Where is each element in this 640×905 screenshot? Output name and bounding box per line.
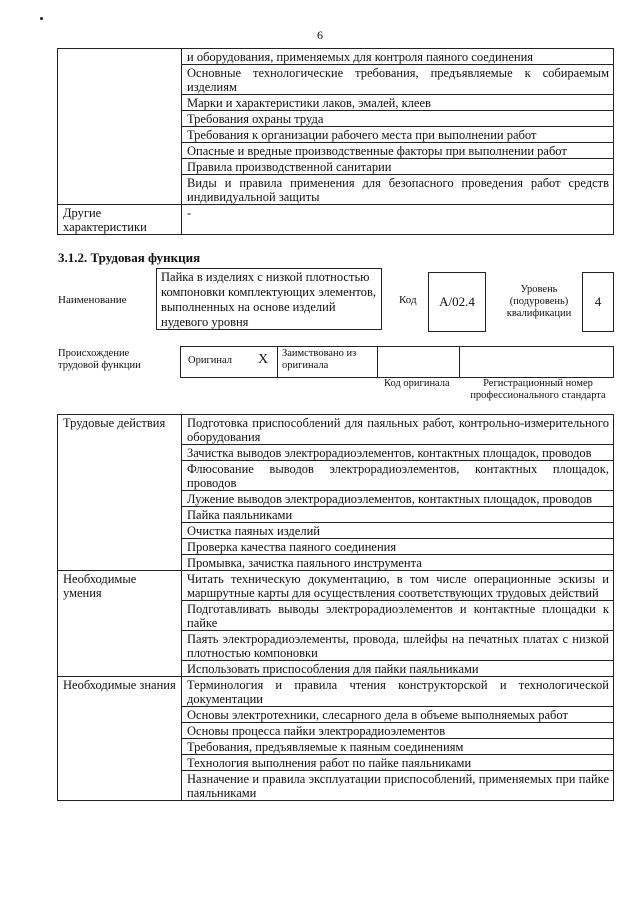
row-item: Промывка, зачистка паяльного инструмента (182, 555, 614, 571)
page-number: 6 (317, 28, 323, 42)
row-item: Опасные и вредные производственные факторы при выполнении работ (182, 143, 614, 159)
row-item: Флюсование выводов электрорадиоэлементов, контактных площадок, проводов (182, 461, 614, 491)
row-item: Подготавливать выводы электрорадиоэлементов и контактные площадки к пайке (182, 601, 614, 631)
row-item: Паять электрорадиоэлементы, провода, шлейфы на печатных платах с низкой плотностью компоновки (182, 631, 614, 661)
row-item: Требования охраны труда (182, 111, 614, 127)
code-caption: Код оригинала (384, 378, 450, 389)
original-label: Оригинал (188, 355, 232, 366)
row-item: - (182, 205, 614, 235)
function-name: Пайка в изделиях с низкой плотностью компоновки комплектующих элементов, выполненных на основе изделий нудевого уровня (156, 268, 382, 330)
row-item: Очистка паяных изделий (182, 523, 614, 539)
row-item: Правила производственной санитарии (182, 159, 614, 175)
origin-label: Происхождение трудовой функции (58, 348, 141, 371)
original-mark: X (258, 352, 269, 367)
row-label: Необходимые знания (58, 677, 182, 801)
row-label (58, 49, 182, 205)
row-item: Использовать приспособления для пайки паяльниками (182, 661, 614, 677)
row-item: Читать техническую документацию, в том числе операционные эскизы и маршрутные карты для осуществления соответствующих трудовых действий (182, 571, 614, 601)
origin-box (180, 346, 614, 378)
row-item: Назначение и правила эксплуатации приспособлений, применяемых при пайке паяльниками (182, 771, 614, 801)
level-label: Уровень (подуровень) квалификации (506, 284, 572, 319)
table-row (58, 415, 614, 445)
top-table (57, 48, 614, 235)
row-label: Необходимые умения (58, 571, 182, 677)
function-code: А/02.4 (428, 272, 486, 332)
row-item: Проверка качества паяного соединения (182, 539, 614, 555)
row-label: Другие характеристики (58, 205, 182, 235)
row-item: Подготовка приспособлений для паяльных работ, контрольно-измерительного оборудования (182, 415, 614, 445)
code-label: Код (399, 294, 417, 306)
row-item: Терминология и правила чтения конструкторской и технологической документации (182, 677, 614, 707)
row-item: Виды и правила применения для безопасного проведения работ средств индивидуальной защиты (182, 175, 614, 205)
main-table (57, 414, 614, 801)
reg-caption: Регистрационный номер профессионального стандарта (470, 378, 606, 401)
section-heading: 3.1.2. Трудовая функция (58, 250, 201, 265)
scan-dot (40, 17, 43, 20)
row-item: и оборудования, применяемых для контроля паяного соединения (182, 49, 614, 65)
table-row (58, 677, 614, 707)
table-row (58, 571, 614, 601)
row-item: Пайка паяльниками (182, 507, 614, 523)
borrowed-label: Заимствовано из оригинала (282, 348, 357, 371)
row-item: Основы процесса пайки электрорадиоэлементов (182, 723, 614, 739)
row-item: Марки и характеристики лаков, эмалей, клеев (182, 95, 614, 111)
row-item: Технология выполнения работ по пайке паяльниками (182, 755, 614, 771)
row-item: Требования к организации рабочего места при выполнении работ (182, 127, 614, 143)
table-row (58, 49, 614, 65)
row-item: Основные технологические требования, предъявляемые к собираемым изделиям (182, 65, 614, 95)
row-item: Лужение выводов электрорадиоэлементов, контактных площадок, проводов (182, 491, 614, 507)
table-row (58, 205, 614, 235)
name-label: Наименование (58, 294, 127, 306)
row-item: Требования, предъявляемые к паяным соединениям (182, 739, 614, 755)
row-label: Трудовые действия (58, 415, 182, 571)
row-item: Основы электротехники, слесарного дела в объеме выполняемых работ (182, 707, 614, 723)
row-item: Зачистка выводов электрорадиоэлементов, контактных площадок, проводов (182, 445, 614, 461)
level-value: 4 (582, 272, 614, 332)
